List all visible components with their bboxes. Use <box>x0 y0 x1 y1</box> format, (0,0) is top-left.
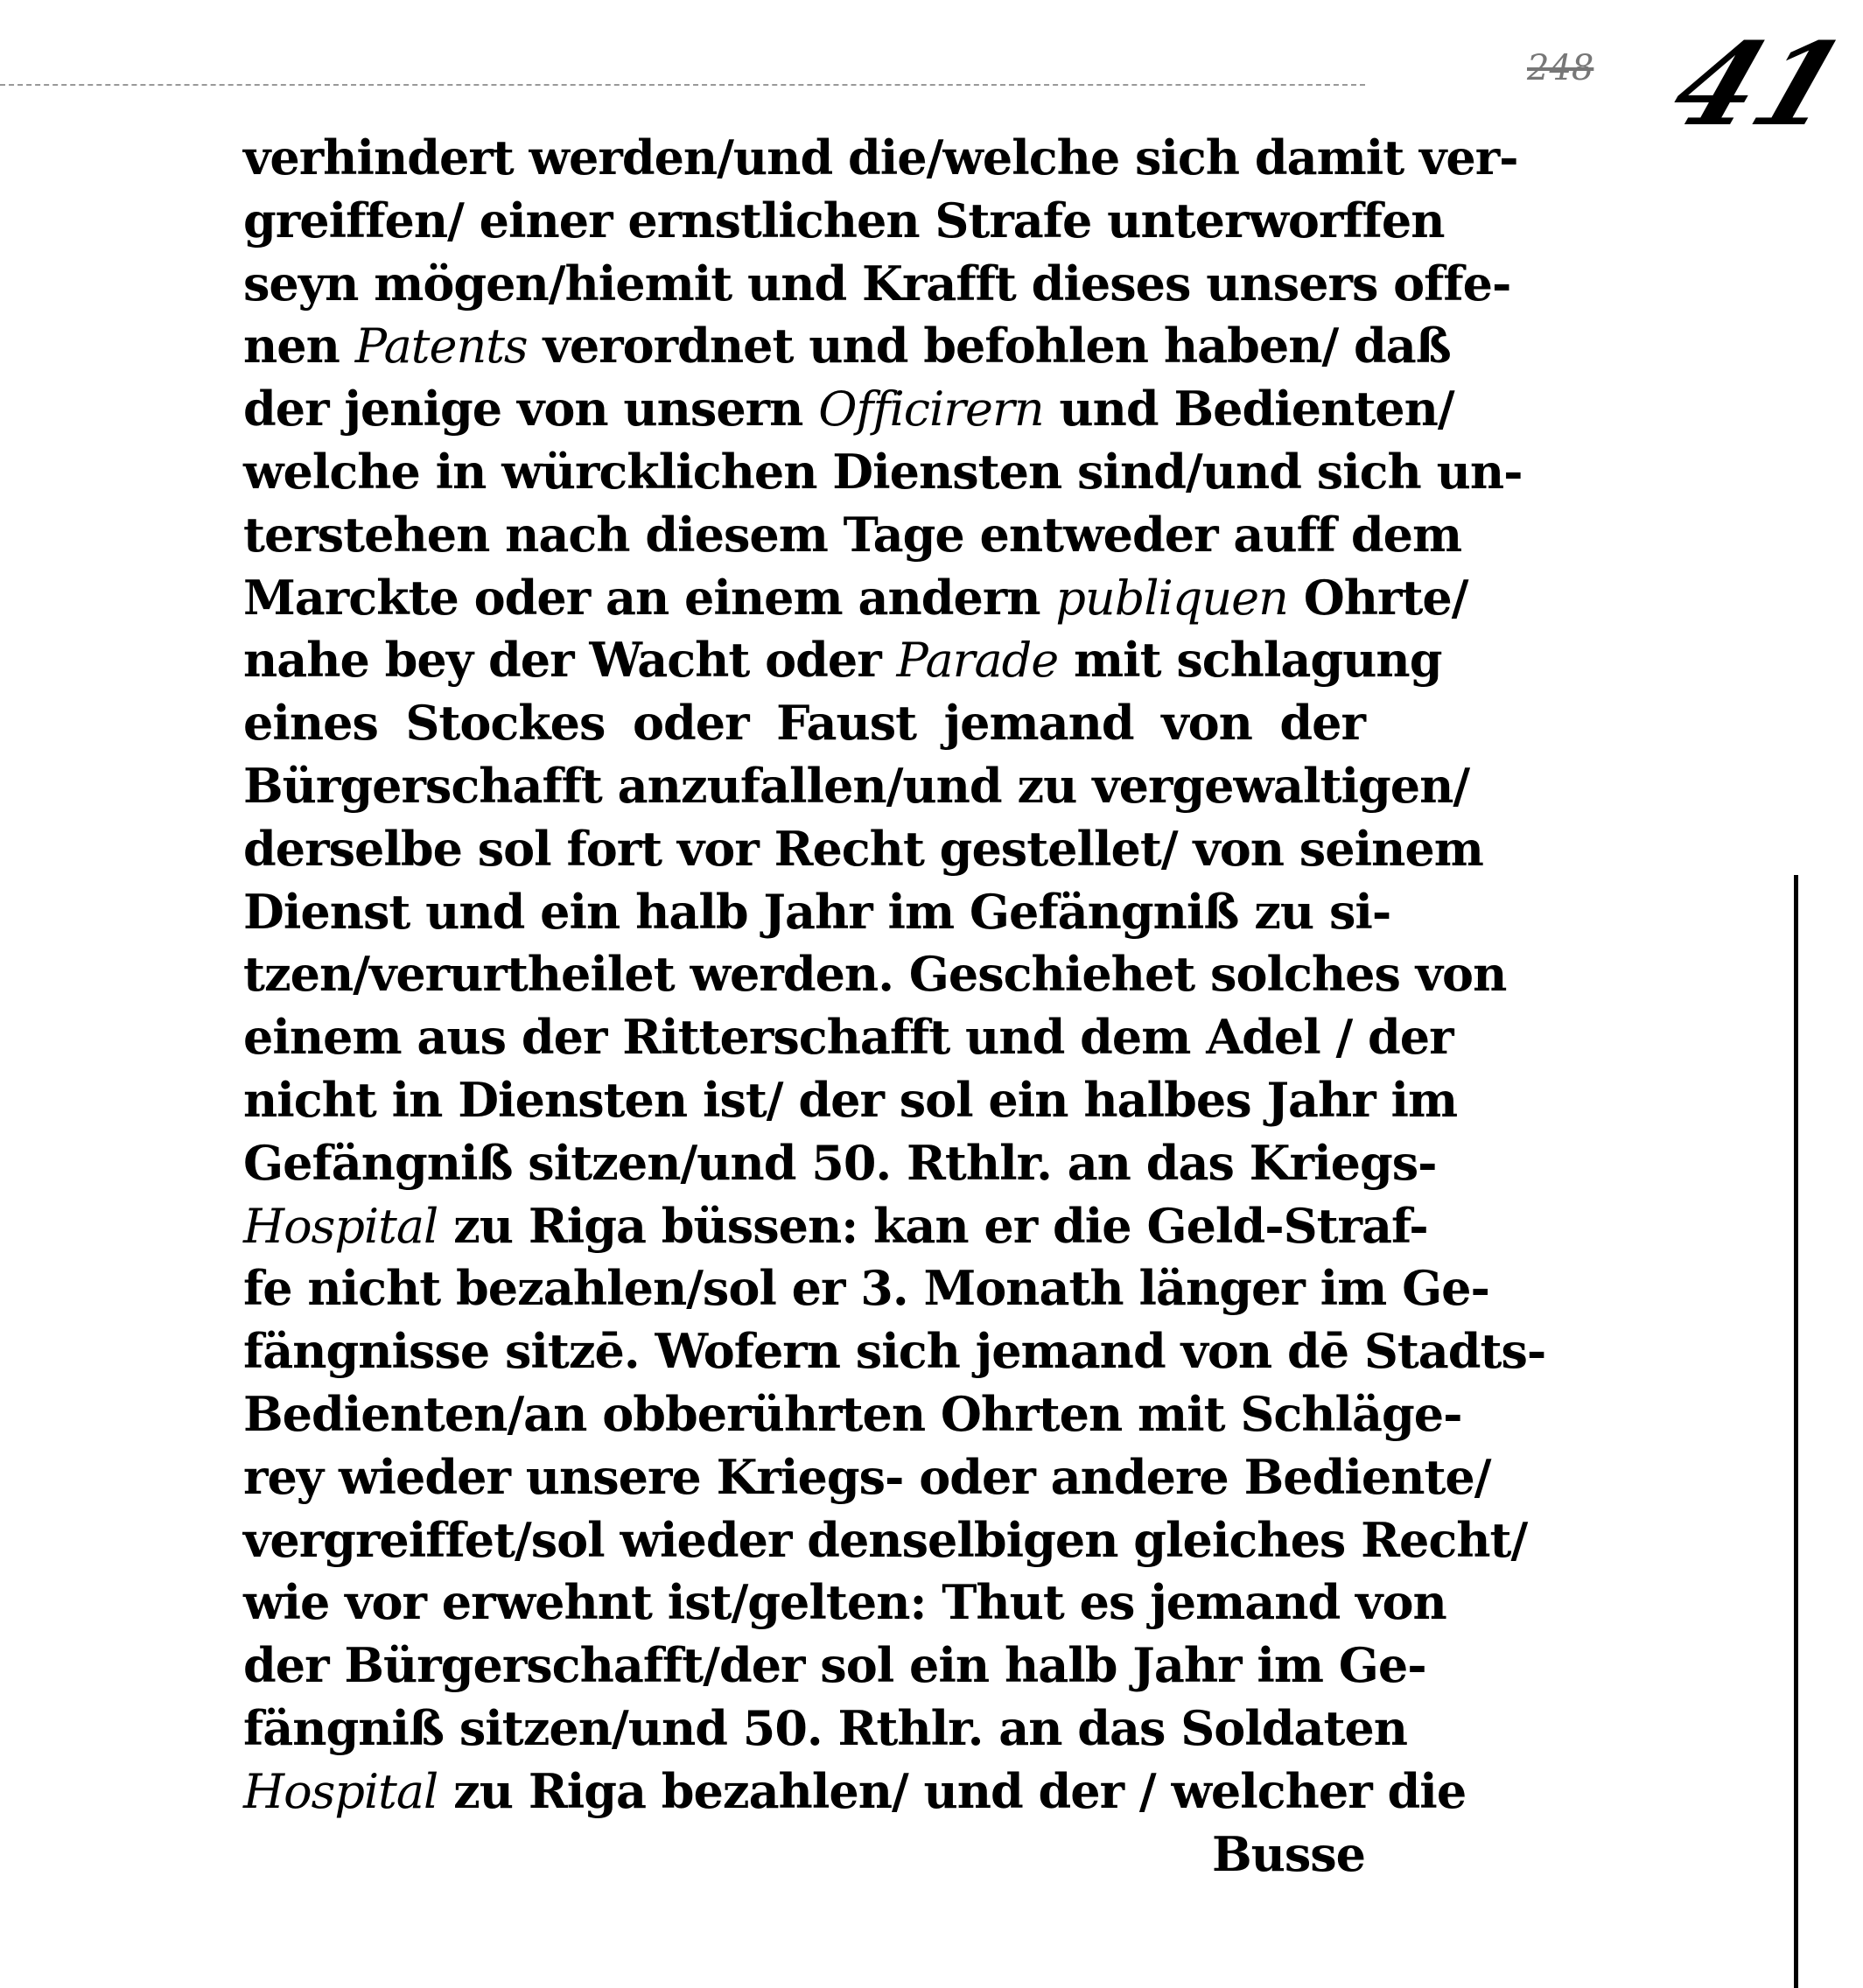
text-segment: Marckte oder an einem andern <box>243 569 1056 626</box>
text-segment: fe nicht bezahlen/sol er 3. Monath länger im Ge- <box>243 1260 1489 1317</box>
text-line <box>243 883 1391 947</box>
catchword <box>243 1826 1365 1889</box>
text-segment: Gefängniß sitzen/und 50. Rthlr. an das Kriegs- <box>243 1134 1437 1191</box>
text-segment: nicht in Diensten ist/ der sol ein halbes Jahr im <box>243 1071 1458 1128</box>
text-line <box>243 1071 1458 1135</box>
text-segment: wie vor erwehnt ist/gelten: Thut es jemand von <box>243 1574 1446 1631</box>
struck-page-number: 248 <box>1527 48 1594 88</box>
text-line <box>243 820 1483 884</box>
text-line <box>243 381 1454 444</box>
text-line <box>243 695 1365 758</box>
text-segment: rey wieder unsere Kriegs- oder andere Bediente/ <box>243 1448 1491 1505</box>
italic-word: Parade <box>896 633 1059 689</box>
text-line <box>243 1637 1426 1700</box>
text-line <box>243 130 1518 192</box>
body-text <box>243 130 1546 1888</box>
text-segment: Dienst und ein halb Jahr im Gefängniß zu si- <box>243 883 1391 940</box>
text-line <box>243 1699 1408 1763</box>
text-segment: terstehen nach diesem Tage entweder auff dem <box>243 506 1462 563</box>
text-line <box>243 1260 1489 1323</box>
italic-word: Officirern <box>818 382 1044 438</box>
text-line <box>243 1197 1428 1261</box>
text-line <box>243 1323 1546 1386</box>
text-segment: der jenige von unsern <box>243 381 819 438</box>
text-segment: und Bedienten/ <box>1043 381 1454 438</box>
text-segment: der Bürgerschafft/der sol ein halb Jahr im Ge- <box>243 1637 1426 1694</box>
text-line <box>243 1009 1453 1072</box>
text-segment: zu Riga bezahlen/ und der / welcher die <box>438 1762 1467 1819</box>
text-segment: eines Stockes oder Faust jemand von der <box>243 695 1365 752</box>
text-line <box>243 1448 1491 1512</box>
text-segment: derselbe sol fort vor Recht gestellet/ von seinem <box>243 820 1483 877</box>
text-line <box>243 1511 1528 1575</box>
text-segment: fängniß sitzen/und 50. Rthlr. an das Soldaten <box>243 1699 1408 1756</box>
text-segment: welche in würcklichen Diensten sind/und sich un- <box>243 443 1523 500</box>
text-segment: Bedienten/an obberührten Ohrten mit Schläge- <box>243 1385 1462 1442</box>
text-segment: verhindert werden/und die/welche sich damit ver- <box>243 130 1518 186</box>
text-segment: Ohrte/ <box>1287 569 1468 626</box>
text-segment: greiffen/ einer ernstlichen Strafe unterworffen <box>243 192 1445 248</box>
text-segment: Busse <box>1211 1825 1365 1882</box>
text-segment: seyn mögen/hiemit und Krafft dieses unsers offe- <box>243 255 1511 312</box>
text-segment: mit schlagung <box>1058 632 1442 689</box>
page-edge <box>1794 875 1798 1988</box>
text-line <box>243 318 1451 381</box>
text-segment: verordnet und befohlen haben/ daß <box>527 318 1451 374</box>
text-segment: vergreiffet/sol wieder denselbigen gleiches Recht/ <box>243 1511 1528 1568</box>
text-segment: fängnisse sitzē. Wofern sich jemand von dē Stadts- <box>243 1323 1546 1380</box>
text-segment: nen <box>243 318 355 374</box>
text-line <box>243 255 1511 318</box>
text-line <box>243 569 1468 633</box>
scan-top-rule <box>0 84 1365 86</box>
text-segment: Bürgerschafft anzufallen/und zu vergewaltigen/ <box>243 757 1470 814</box>
text-line <box>243 946 1507 1009</box>
text-line <box>243 1574 1446 1637</box>
text-segment: nahe bey der Wacht oder <box>243 632 897 689</box>
text-line <box>243 757 1470 821</box>
text-segment: tzen/verurtheilet werden. Geschiehet solches von <box>243 946 1507 1003</box>
text-line <box>243 192 1445 256</box>
text-line <box>243 632 1442 695</box>
text-line <box>243 1134 1437 1198</box>
text-segment: zu Riga büssen: kan er die Geld-Straf- <box>438 1197 1428 1254</box>
italic-word: publiquen <box>1055 570 1288 626</box>
text-segment: einem aus der Ritterschafft und dem Adel / der <box>243 1009 1453 1066</box>
text-line <box>243 506 1462 570</box>
italic-word: Hospital <box>243 1198 438 1254</box>
text-line <box>243 443 1523 507</box>
page-number: 41 <box>1656 18 1863 151</box>
text-line <box>243 1385 1462 1449</box>
italic-word: Patents <box>354 318 528 374</box>
italic-word: Hospital <box>243 1763 438 1819</box>
text-line <box>243 1762 1467 1826</box>
